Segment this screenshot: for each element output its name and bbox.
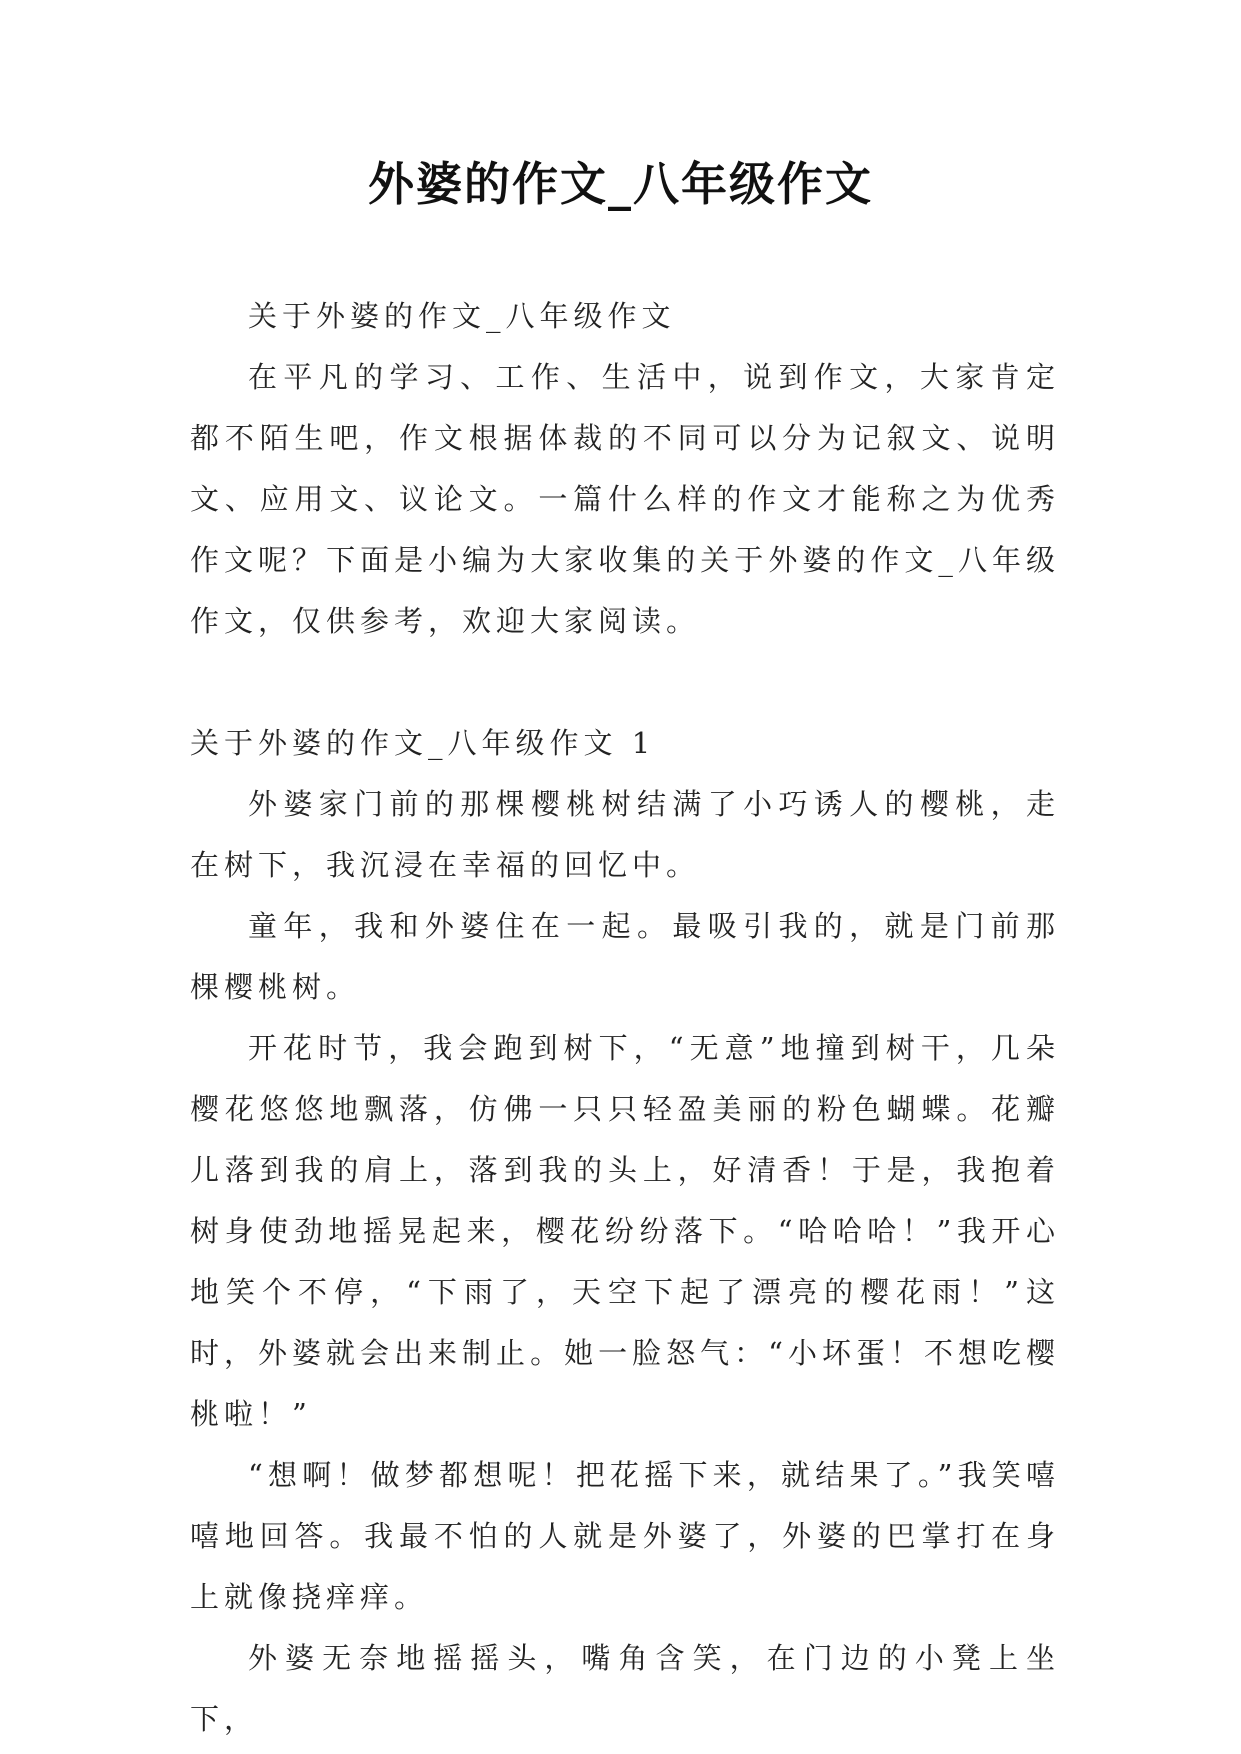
- section-heading: 关于外婆的作文_八年级作文 1: [190, 726, 656, 760]
- document-body: [190, 286, 1060, 1750]
- body-paragraph: 童年，我和外婆住在一起。最吸引我的，就是门前那棵樱桃树。: [190, 909, 1060, 1004]
- body-paragraph: 外婆家门前的那棵樱桃树结满了小巧诱人的樱桃，走在树下，我沉浸在幸福的回忆中。: [190, 787, 1060, 882]
- document-title: 外婆的作文_八年级作文: [368, 157, 873, 211]
- body-paragraph: 开花时节，我会跑到树下，“无意”地撞到树干，几朵樱花悠悠地飘落，仿佛一只只轻盈美丽的粉色蝴蝶。花瓣儿落到我的肩上，落到我的头上，好清香！于是，我抱着树身使劲地摇晃起来，樱花纷纷落下。“哈哈哈！”我开心地笑个不停，“下雨了，天空下起了漂亮的樱花雨！”这时，外婆就会出来制止。她一脸怒气：“小坏蛋！不想吃樱桃啦！”: [190, 1031, 1060, 1431]
- body-paragraph: “想啊！做梦都想呢！把花摇下来，就结果了。”我笑嘻嘻地回答。我最不怕的人就是外婆了，外婆的巴掌打在身上就像挠痒痒。: [190, 1458, 1060, 1614]
- intro-paragraph: 在平凡的学习、工作、生活中，说到作文，大家肯定都不陌生吧，作文根据体裁的不同可以分为记叙文、说明文、应用文、议论文。一篇什么样的作文才能称之为优秀作文呢？下面是小编为大家收集的关于外婆的作文_八年级作文，仅供参考，欢迎大家阅读。: [190, 360, 1060, 638]
- subtitle-paragraph: 关于外婆的作文_八年级作文: [248, 299, 676, 333]
- body-paragraph: 外婆无奈地摇摇头，嘴角含笑，在门边的小凳上坐下，: [190, 1641, 1060, 1736]
